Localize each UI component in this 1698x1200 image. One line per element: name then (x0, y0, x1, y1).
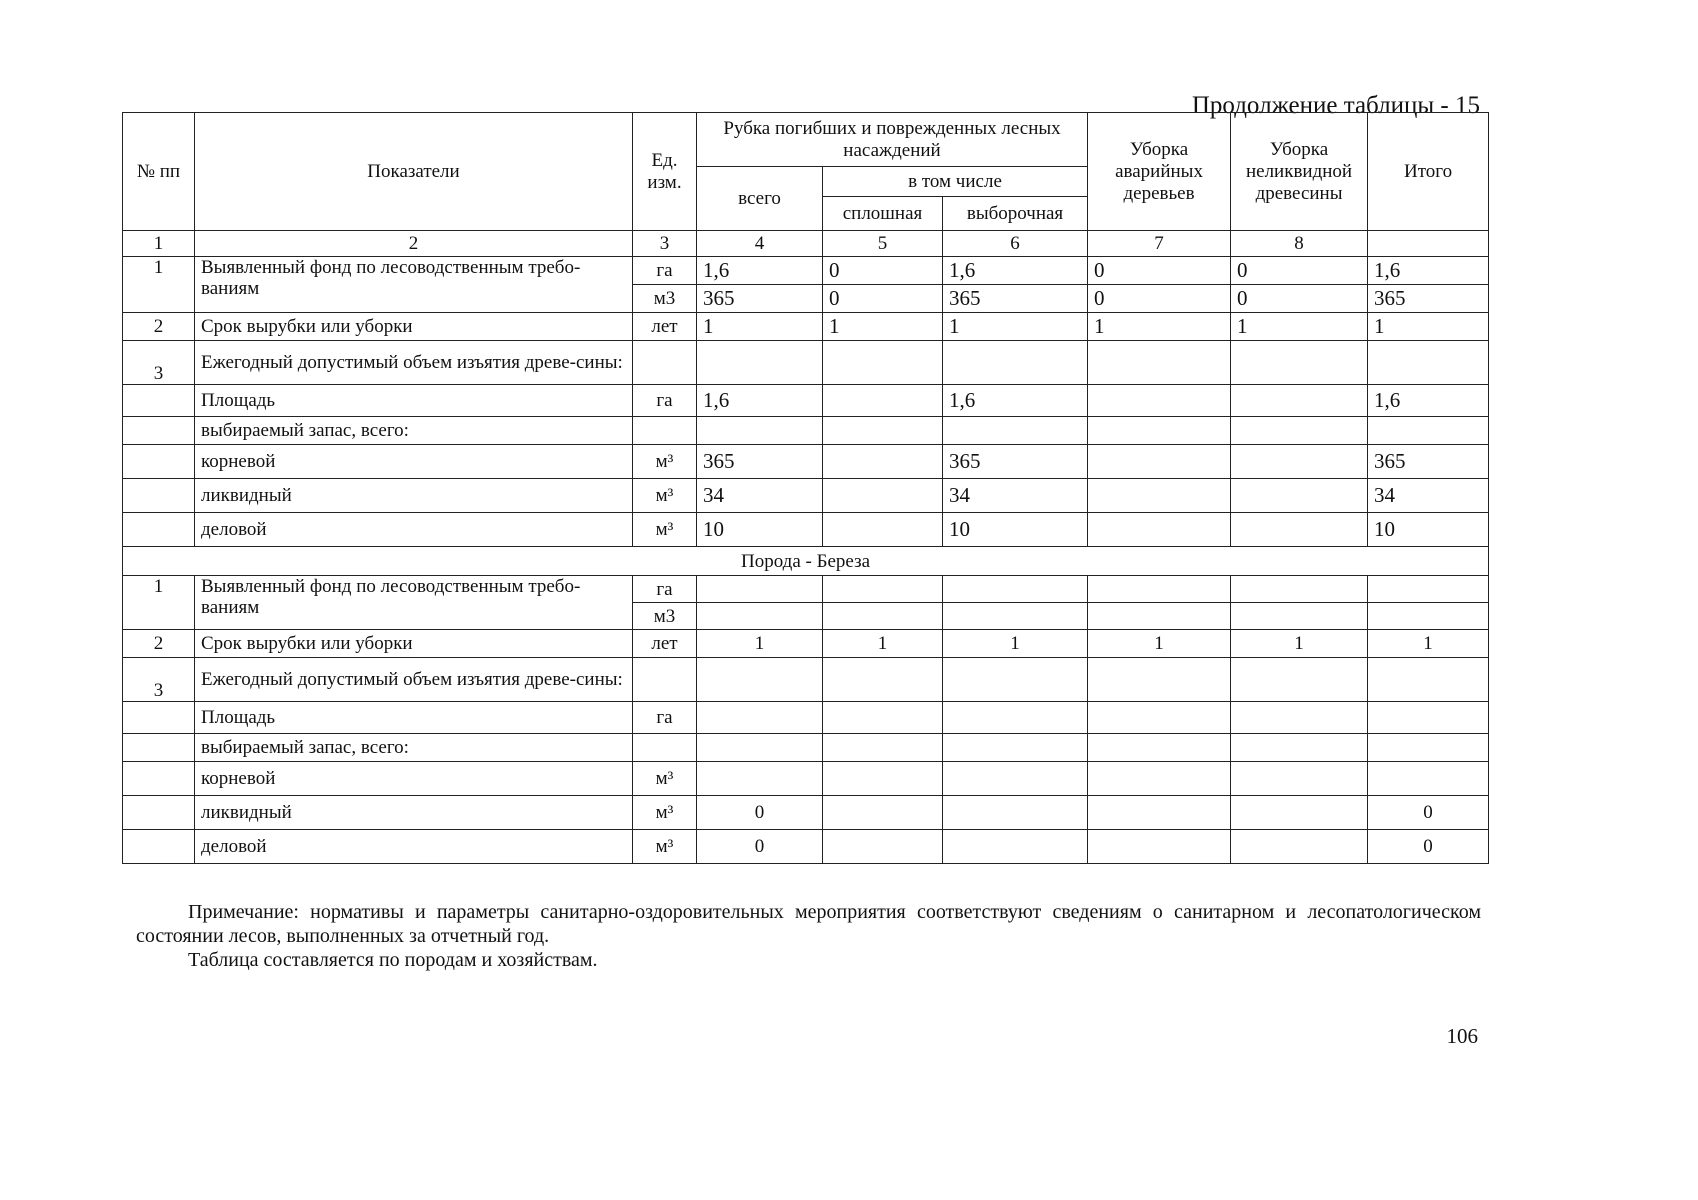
cell-value (697, 576, 823, 603)
row-label: выбираемый запас, всего: (195, 417, 633, 445)
header-cutting-group: Рубка погибших и поврежденных лесных насаждений (697, 113, 1088, 167)
cell-value (943, 830, 1088, 864)
cell-value (1088, 479, 1231, 513)
cell-value (823, 702, 943, 734)
column-number: 2 (195, 231, 633, 257)
cell-value (1231, 702, 1368, 734)
cell-value: 0 (1368, 796, 1489, 830)
cell-value (823, 513, 943, 547)
row-unit: м³ (633, 762, 697, 796)
column-number (1368, 231, 1489, 257)
cell-value (1231, 796, 1368, 830)
cell-value: 1 (697, 313, 823, 341)
cell-value (1088, 341, 1231, 385)
row-unit: м3 (633, 603, 697, 630)
cell-value (1231, 603, 1368, 630)
cell-value (823, 658, 943, 702)
row-unit (633, 417, 697, 445)
cell-value: 1 (1368, 630, 1489, 658)
cell-value (1368, 762, 1489, 796)
cell-value: 1,6 (943, 385, 1088, 417)
cell-value: 0 (697, 830, 823, 864)
row-label: деловой (195, 513, 633, 547)
header-including: в том числе (823, 167, 1088, 197)
header-selective: выборочная (943, 197, 1088, 231)
cell-value: 1 (1088, 630, 1231, 658)
cell-value: 365 (697, 285, 823, 313)
cell-value (943, 417, 1088, 445)
table-row (123, 513, 1489, 547)
row-label: ликвидный (195, 796, 633, 830)
row-number-empty (123, 830, 195, 864)
column-number: 4 (697, 231, 823, 257)
cell-value (1088, 796, 1231, 830)
page-number: 106 (1446, 1024, 1478, 1048)
row-number: 1 (123, 257, 195, 313)
table-row (123, 702, 1489, 734)
cell-value: 10 (943, 513, 1088, 547)
row-label: Ежегодный допустимый объем изъятия древе-сины: (195, 341, 633, 385)
continuation-title: Продолжение таблицы - 15 (1191, 92, 1480, 119)
cell-value (1088, 513, 1231, 547)
cell-value (1231, 417, 1368, 445)
cell-value: 0 (823, 285, 943, 313)
cell-value (1231, 385, 1368, 417)
row-number-empty (123, 385, 195, 417)
header-unit: Ед. изм. (633, 113, 697, 231)
row-unit: м³ (633, 796, 697, 830)
row-label: Ежегодный допустимый объем изъятия древе-сины: (195, 658, 633, 702)
cell-value (1368, 576, 1489, 603)
column-number: 8 (1231, 231, 1368, 257)
cell-value: 1 (1368, 313, 1489, 341)
cell-value (823, 603, 943, 630)
cell-value (1368, 658, 1489, 702)
cell-value (1231, 762, 1368, 796)
row-unit: га (633, 257, 697, 285)
cell-value: 365 (943, 445, 1088, 479)
row-number-empty (123, 762, 195, 796)
header-illiquid-wood: Уборка неликвидной древесины (1231, 113, 1368, 231)
header-num: № пп (123, 113, 195, 231)
cell-value: 1 (697, 630, 823, 658)
row-label: деловой (195, 830, 633, 864)
row-number: 2 (123, 630, 195, 658)
cell-value (823, 445, 943, 479)
cell-value: 0 (1088, 257, 1231, 285)
cell-value (1088, 385, 1231, 417)
row-label: корневой (195, 445, 633, 479)
table-row (123, 630, 1489, 658)
table-row (123, 576, 1489, 603)
cell-value (1368, 341, 1489, 385)
cell-value (1088, 576, 1231, 603)
cell-value (697, 341, 823, 385)
cell-value: 0 (1368, 830, 1489, 864)
table-row (123, 257, 1489, 285)
note-block (136, 900, 1481, 972)
cell-value (823, 734, 943, 762)
cell-value: 1,6 (1368, 385, 1489, 417)
header-total-sub: всего (697, 167, 823, 231)
row-unit (633, 734, 697, 762)
cell-value: 34 (943, 479, 1088, 513)
column-number: 6 (943, 231, 1088, 257)
row-label: Срок вырубки или уборки (195, 313, 633, 341)
row-label: Выявленный фонд по лесоводственным требо-ваниям (195, 257, 633, 313)
cell-value (823, 417, 943, 445)
row-number-empty (123, 734, 195, 762)
cell-value (943, 341, 1088, 385)
cell-value (697, 734, 823, 762)
table-row (123, 762, 1489, 796)
cell-value (1088, 702, 1231, 734)
row-label: Выявленный фонд по лесоводственным требо-ваниям (195, 576, 633, 630)
table-row (123, 658, 1489, 702)
cell-value (823, 796, 943, 830)
cell-value: 0 (823, 257, 943, 285)
row-number: 2 (123, 313, 195, 341)
row-unit: лет (633, 313, 697, 341)
cell-value: 10 (1368, 513, 1489, 547)
row-label: выбираемый запас, всего: (195, 734, 633, 762)
column-number: 5 (823, 231, 943, 257)
row-number: 3 (123, 341, 195, 385)
cell-value: 1 (1088, 313, 1231, 341)
cell-value (823, 341, 943, 385)
row-unit (633, 658, 697, 702)
row-number-empty (123, 445, 195, 479)
cell-value (1231, 445, 1368, 479)
row-label: ликвидный (195, 479, 633, 513)
forest-data-table (122, 112, 1489, 864)
row-number-empty (123, 479, 195, 513)
row-number-empty (123, 702, 195, 734)
cell-value (697, 762, 823, 796)
row-unit: га (633, 702, 697, 734)
cell-value (1368, 417, 1489, 445)
cell-value (823, 830, 943, 864)
cell-value (1231, 658, 1368, 702)
cell-value: 10 (697, 513, 823, 547)
cell-value (1231, 513, 1368, 547)
cell-value: 34 (697, 479, 823, 513)
table-row (123, 734, 1489, 762)
cell-value: 0 (697, 796, 823, 830)
header-indicators: Показатели (195, 113, 633, 231)
cell-value (697, 658, 823, 702)
header-continuous: сплошная (823, 197, 943, 231)
cell-value (697, 702, 823, 734)
column-number: 1 (123, 231, 195, 257)
cell-value (823, 479, 943, 513)
row-label: корневой (195, 762, 633, 796)
row-unit: га (633, 576, 697, 603)
table-row (123, 445, 1489, 479)
cell-value: 1 (823, 630, 943, 658)
cell-value (943, 796, 1088, 830)
cell-value (1231, 830, 1368, 864)
row-unit: м3 (633, 285, 697, 313)
cell-value: 0 (1231, 257, 1368, 285)
table-row (123, 385, 1489, 417)
header-itogo: Итого (1368, 113, 1489, 231)
cell-value: 0 (1088, 285, 1231, 313)
cell-value (1231, 341, 1368, 385)
cell-value (1088, 762, 1231, 796)
row-label: Срок вырубки или уборки (195, 630, 633, 658)
cell-value: 1 (1231, 313, 1368, 341)
cell-value (943, 702, 1088, 734)
note-line-1: Примечание: нормативы и параметры санитарно-оздоровительных мероприятия соответствуют сведениям о санитарном и лесопатологическом состоянии лесов, выполненных за отчетный год. (136, 901, 1481, 947)
cell-value: 365 (1368, 445, 1489, 479)
table-row (123, 313, 1489, 341)
cell-value (1231, 576, 1368, 603)
cell-value (823, 762, 943, 796)
cell-value (943, 734, 1088, 762)
table-row (123, 830, 1489, 864)
row-label: Площадь (195, 702, 633, 734)
cell-value: 365 (943, 285, 1088, 313)
cell-value (1231, 479, 1368, 513)
cell-value (823, 385, 943, 417)
row-unit: лет (633, 630, 697, 658)
row-number: 3 (123, 658, 195, 702)
table-row (123, 796, 1489, 830)
row-label: Площадь (195, 385, 633, 417)
header-emergency-trees: Уборка аварийных деревьев (1088, 113, 1231, 231)
row-unit: м³ (633, 479, 697, 513)
row-unit: м³ (633, 830, 697, 864)
cell-value (943, 762, 1088, 796)
column-number-row (123, 231, 1489, 257)
cell-value (1368, 603, 1489, 630)
cell-value: 1,6 (697, 385, 823, 417)
cell-value (697, 417, 823, 445)
cell-value (1088, 417, 1231, 445)
cell-value: 34 (1368, 479, 1489, 513)
cell-value (943, 603, 1088, 630)
cell-value: 1 (943, 313, 1088, 341)
cell-value: 0 (1231, 285, 1368, 313)
row-number: 1 (123, 576, 195, 630)
column-number: 3 (633, 231, 697, 257)
row-unit: м³ (633, 513, 697, 547)
cell-value: 1,6 (697, 257, 823, 285)
cell-value: 1 (823, 313, 943, 341)
cell-value (1088, 658, 1231, 702)
cell-value: 365 (1368, 285, 1489, 313)
cell-value (1088, 603, 1231, 630)
cell-value (1231, 734, 1368, 762)
cell-value: 1,6 (943, 257, 1088, 285)
section-title-row (123, 547, 1489, 576)
table-row (123, 479, 1489, 513)
column-number: 7 (1088, 231, 1231, 257)
section-title: Порода - Береза (123, 547, 1489, 576)
cell-value: 1 (1231, 630, 1368, 658)
cell-value (1368, 702, 1489, 734)
cell-value (943, 576, 1088, 603)
cell-value: 1 (943, 630, 1088, 658)
row-number-empty (123, 796, 195, 830)
cell-value (697, 603, 823, 630)
cell-value (943, 658, 1088, 702)
cell-value (1368, 734, 1489, 762)
row-number-empty (123, 417, 195, 445)
cell-value (1088, 445, 1231, 479)
table-row (123, 341, 1489, 385)
note-line-2: Таблица составляется по породам и хозяйствам. (188, 949, 598, 971)
row-unit (633, 341, 697, 385)
cell-value (1088, 734, 1231, 762)
cell-value: 1,6 (1368, 257, 1489, 285)
cell-value (1088, 830, 1231, 864)
cell-value: 365 (697, 445, 823, 479)
row-number-empty (123, 513, 195, 547)
row-unit: м³ (633, 445, 697, 479)
table-row (123, 417, 1489, 445)
cell-value (823, 576, 943, 603)
row-unit: га (633, 385, 697, 417)
